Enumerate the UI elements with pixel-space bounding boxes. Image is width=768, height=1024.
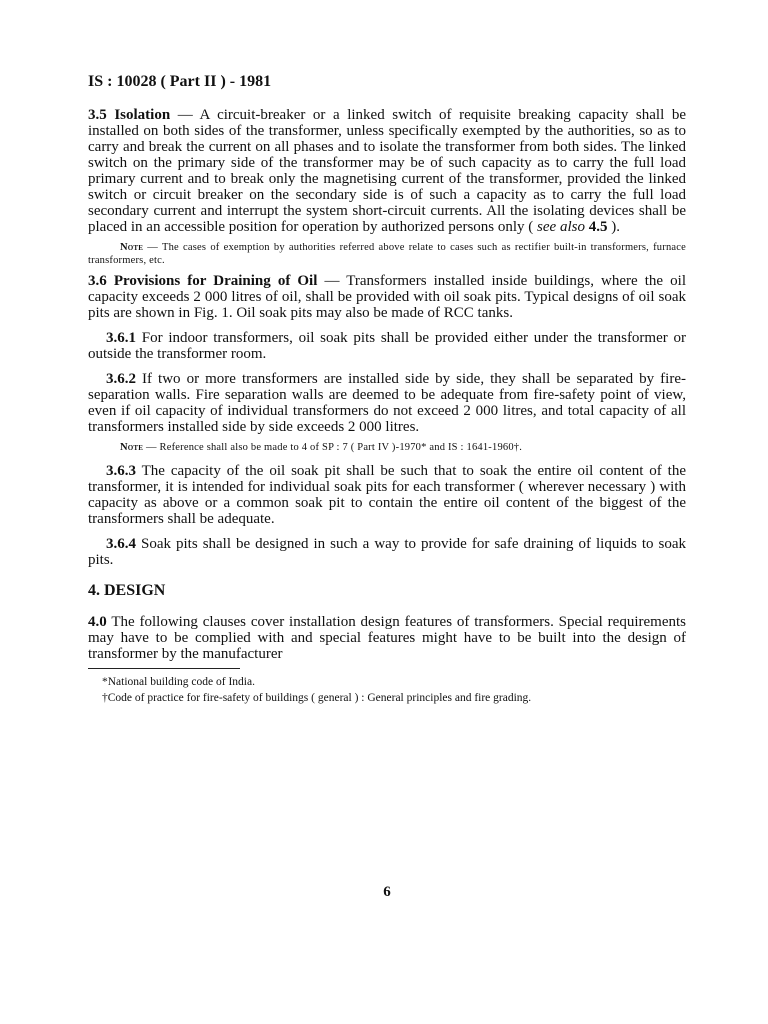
- document-page: [88, 72, 686, 900]
- dash: —: [170, 107, 200, 123]
- clause-3-6-heading: 3.6 Provisions for Draining of Oil: [88, 273, 318, 289]
- clause-3-5-end: ).: [607, 219, 620, 235]
- clause-3-6-3: [88, 463, 686, 527]
- note-label: Note: [120, 442, 144, 453]
- clause-4-0: [88, 614, 686, 662]
- clause-3-5-heading: 3.5 Isolation: [88, 107, 171, 123]
- footnote-1: *National building code of India.: [102, 676, 255, 688]
- section-4-title: 4. DESIGN: [88, 582, 166, 599]
- clause-3-6-2-num: 3.6.2: [106, 371, 136, 387]
- clause-3-5-text: A circuit-breaker or a linked switch of requisite breaking capacity shall be installed on both sides of the transformer, unless specifically exempted by the authorities, so as to carry and break the current on all phases and to isolate the transformer from both sides. The linked switch on the primary side of the transformer may be of such capacity as to carry the full load primary current and to break only the magnetising current of the transformer, provided the linked switch or circuit breaker on the secondary side is of such a capacity as to carry the full load secondary current and interrupt the system short-circuit currents. All the isolating devices shall be placed in an accessible position for operation by authorized persons only (: [88, 107, 686, 235]
- clause-3-6-1-num: 3.6.1: [106, 330, 136, 346]
- clause-3-6-2: [88, 371, 686, 435]
- clause-3-5: [88, 107, 686, 235]
- clause-3-6-4-text: Soak pits shall be designed in such a way to provide for safe draining of liquids to soak pits.: [88, 536, 686, 568]
- clause-3-6-4-num: 3.6.4: [106, 536, 136, 552]
- see-also-text: see also: [537, 219, 585, 235]
- clause-3-6-1-text: For indoor transformers, oil soak pits shall be provided either under the transformer or outside the transformer room.: [88, 330, 686, 362]
- standard-header: IS : 10028 ( Part II ) - 1981: [88, 73, 272, 90]
- clause-3-6-3-text: The capacity of the oil soak pit shall be such that to soak the entire oil content of the transformer, it is intended for individual soak pits for each transformer ( wherever necessary ) with capacity as above or a common soak pit to contain the entire oil content of the biggest of the transformers shall be adequate.: [88, 463, 686, 527]
- note-text: — Reference shall also be made to 4 of SP : 7 ( Part IV )-1970* and IS : 1641-1960†.: [143, 442, 523, 453]
- note-3-6-2: [88, 441, 686, 454]
- footnote-divider: [88, 668, 240, 669]
- note-3-5: [88, 241, 686, 267]
- clause-3-5-ref: 4.5: [584, 219, 608, 235]
- clause-4-0-num: 4.0: [88, 614, 107, 630]
- clause-3-6-2-text: If two or more transformers are installed side by side, they shall be separated by fire-separation walls. Fire separation walls are deemed to be adequate from fire-safety point of view, even if oil capacity of individual transformers do not exceed 2 000 litres, and total capacity of all transformers installed side by side exceeds 2 000 litres.: [88, 371, 686, 435]
- note-label: Note: [120, 242, 144, 253]
- note-text: — The cases of exemption by authorities referred above relate to cases such as rectifier built-in transformers, furnace transformers, etc.: [88, 242, 686, 266]
- page-number: 6: [383, 884, 391, 900]
- clause-3-6-4: [88, 536, 686, 568]
- clause-3-6-text: — Transformers installed inside buildings, where the oil capacity exceeds 2 000 litres of oil, shall be provided with oil soak pits. Typical designs of oil soak pits are shown in Fig. 1. Oil soak pits may also be made of RCC tanks.: [88, 273, 686, 321]
- footnote-2: †Code of practice for fire-safety of buildings ( general ) : General principles and fire grading.: [102, 692, 532, 704]
- clause-4-0-text: The following clauses cover installation design features of transformers. Special requirements may have to be complied with and special features might have to be built into the design of transformer by the manufacturer: [88, 614, 686, 662]
- clause-3-6-1: [88, 330, 686, 362]
- clause-3-6-3-num: 3.6.3: [106, 463, 136, 479]
- clause-3-6: [88, 273, 686, 321]
